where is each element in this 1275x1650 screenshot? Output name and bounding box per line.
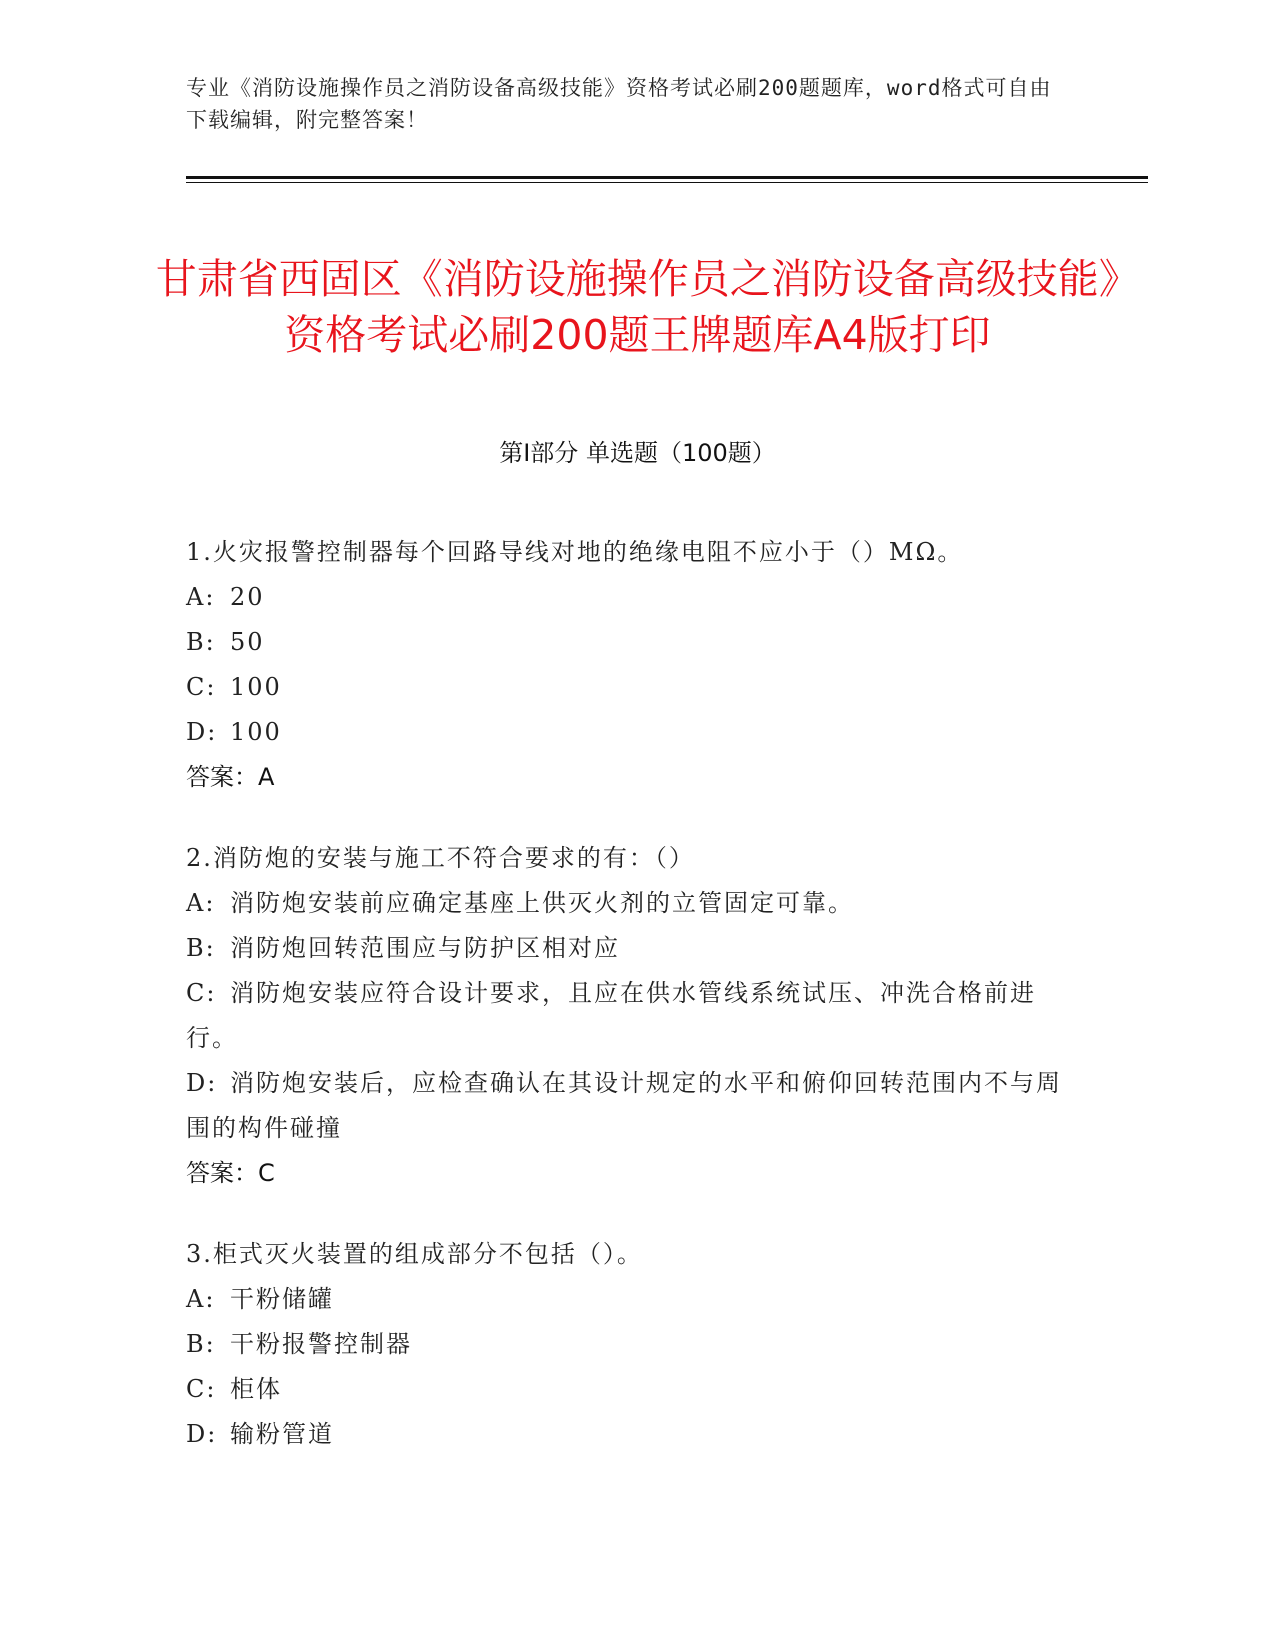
document-title: 甘肃省西固区《消防设施操作员之消防设备高级技能》资格考试必刷200题王牌题库A4版打印 <box>155 255 1120 360</box>
header-divider-thin <box>186 182 1148 183</box>
question-3 <box>186 1232 1066 1457</box>
option-key: D: <box>186 1069 218 1097</box>
option-a <box>186 881 1066 926</box>
question-stem: 2.消防炮的安装与施工不符合要求的有：（） <box>186 844 695 872</box>
option-d <box>186 710 1066 755</box>
option-key: B: <box>186 628 216 656</box>
option-d <box>186 1412 1066 1457</box>
section-heading: 第Ⅰ部分 单选题（100题） <box>499 439 776 467</box>
option-text: 20 <box>230 583 265 611</box>
option-d <box>186 1061 1066 1151</box>
option-c <box>186 665 1066 710</box>
option-b <box>186 926 1066 971</box>
option-key: D: <box>186 718 218 746</box>
option-text: 输粉管道 <box>230 1420 334 1448</box>
option-text: 干粉储罐 <box>230 1285 334 1313</box>
option-text: 消防炮安装前应确定基座上供灭火剂的立管固定可靠。 <box>230 889 854 917</box>
option-text: 消防炮安装后，应检查确认在其设计规定的水平和俯仰回转范围内不与周围的构件碰撞 <box>186 1069 1062 1142</box>
option-text: 100 <box>230 673 282 701</box>
option-b <box>186 620 1066 665</box>
option-text: 消防炮回转范围应与防护区相对应 <box>230 934 620 962</box>
header-divider-thick <box>186 176 1148 179</box>
option-key: C: <box>186 979 217 1007</box>
option-key: B: <box>186 1330 216 1358</box>
option-text: 柜体 <box>230 1375 282 1403</box>
option-text: 消防炮安装应符合设计要求，且应在供水管线系统试压、冲洗合格前进行。 <box>186 979 1036 1052</box>
question-stem: 3.柜式灭火装置的组成部分不包括（）。 <box>186 1240 643 1268</box>
option-text: 干粉报警控制器 <box>230 1330 412 1358</box>
option-key: D: <box>186 1420 218 1448</box>
option-b <box>186 1322 1066 1367</box>
answer: 答案：C <box>186 1159 275 1187</box>
option-c <box>186 1367 1066 1412</box>
option-a <box>186 575 1066 620</box>
option-key: A: <box>186 889 216 917</box>
option-key: A: <box>186 583 216 611</box>
option-key: C: <box>186 1375 217 1403</box>
option-text: 100 <box>230 718 282 746</box>
question-1 <box>186 530 1066 800</box>
option-c <box>186 971 1066 1061</box>
question-2 <box>186 836 1066 1196</box>
document-intro: 专业《消防设施操作员之消防设备高级技能》资格考试必刷200题题库，word格式可自由下载编辑，附完整答案！ <box>186 76 1052 132</box>
option-text: 50 <box>230 628 265 656</box>
question-list <box>186 530 1066 1493</box>
option-a <box>186 1277 1066 1322</box>
question-stem: 1.火灾报警控制器每个回路导线对地的绝缘电阻不应小于（）MΩ。 <box>186 538 964 566</box>
option-key: B: <box>186 934 216 962</box>
answer: 答案：A <box>186 763 275 791</box>
option-key: A: <box>186 1285 216 1313</box>
option-key: C: <box>186 673 217 701</box>
